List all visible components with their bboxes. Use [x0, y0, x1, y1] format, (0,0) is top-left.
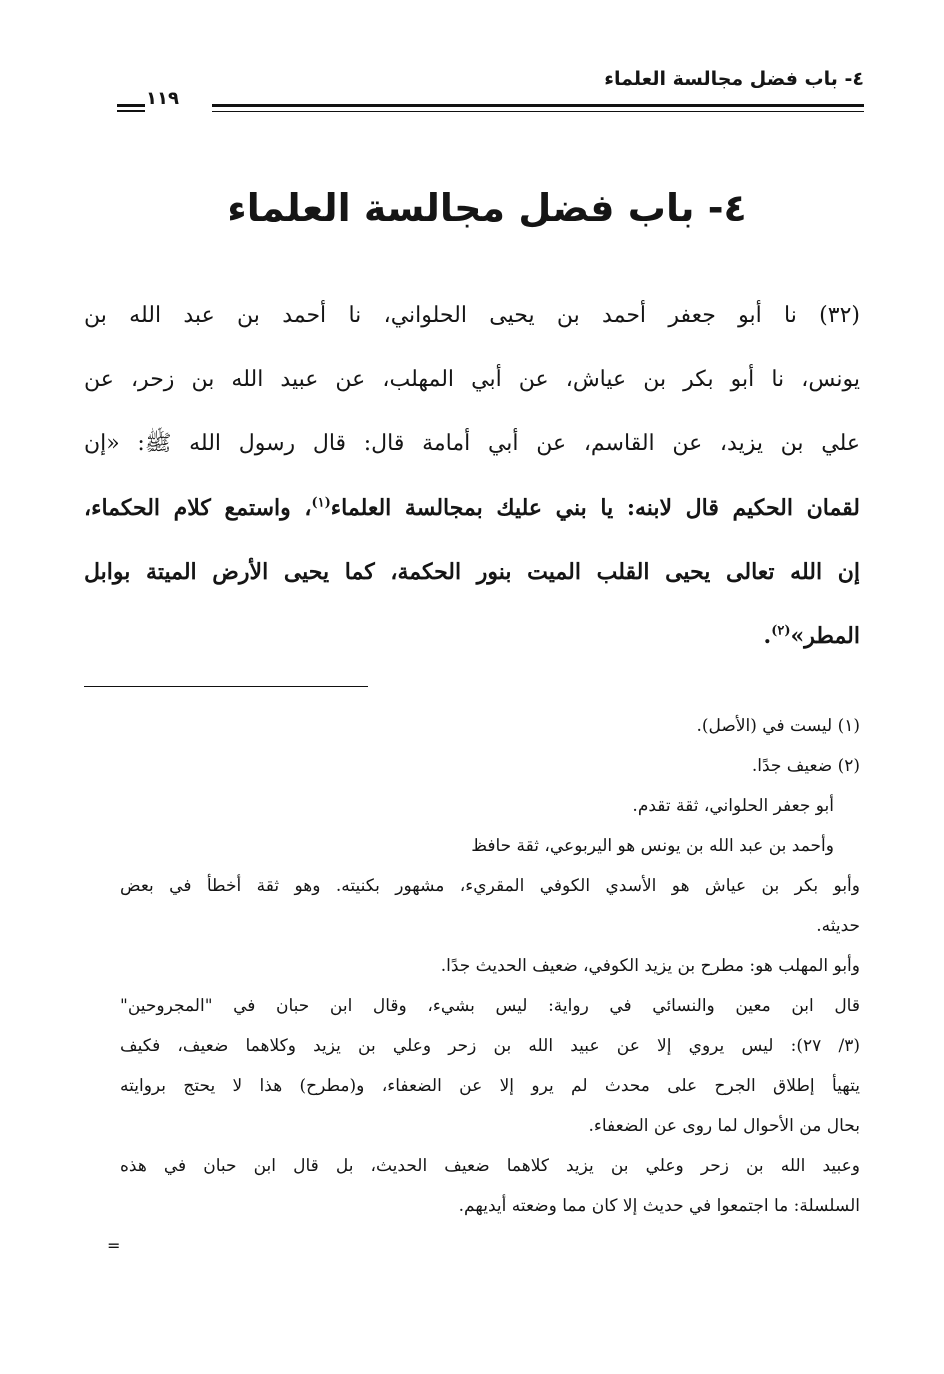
continuation-mark: = [107, 1236, 121, 1255]
footnotes [120, 706, 860, 1226]
footnote-line: وأبو بكر بن عياش هو الأسدي الكوفي المقريء، مشهور بكنيته. وهو ثقة أخطأ في بعض [120, 876, 860, 896]
hadith-line-4-tail: ، واستمع كلام الحكماء، [84, 495, 312, 521]
hadith-end-mark: . [763, 623, 772, 649]
running-title: ٤- باب فضل مجالسة العلماء [604, 68, 864, 90]
hadith-line-3: علي بن يزيد، عن القاسم، عن أبي أمامة قال: قال رسول الله ﷺ: «إن [84, 431, 860, 456]
header-rule-thin [212, 111, 864, 112]
footnote-line: حديثه. [816, 916, 860, 936]
hadith-line-1: (٣٢) نا أبو جعفر أحمد بن يحيى الحلواني، نا أحمد بن عبد الله بن [84, 303, 860, 328]
footnote-line: قال ابن معين والنسائي في رواية: ليس بشيء، وقال ابن حبان في "المجروحين" [120, 996, 860, 1016]
footnote-line: (٣/ ٢٧): ليس يروي إلا عن عبيد الله بن زحر وعلي بن يزيد وكلاهما ضعيف، فكيف [120, 1036, 860, 1056]
footnote-line: وأحمد بن عبد الله بن يونس هو اليربوعي، ثقة حافظ [471, 836, 834, 856]
footnote-line: وعبيد الله بن زحر وعلي بن يزيد كلاهما ضعيف الحديث، بل قال ابن حبان في هذه [120, 1156, 860, 1176]
hadith-line-6-text: المطر» [790, 623, 860, 649]
footnote-ref-2: (٢) [771, 623, 791, 639]
footnote-line: وأبو المهلب هو: مطرح بن يزيد الكوفي، ضعيف الحديث جدًا. [440, 956, 860, 976]
footnote-line: أبو جعفر الحلواني، ثقة تقدم. [632, 796, 834, 816]
header-left-dash [117, 104, 145, 112]
footnote-line: بحال من الأحوال لما روى عن الضعفاء. [588, 1116, 860, 1136]
footnote-2: (٢) ضعيف جدًا. [751, 756, 860, 776]
hadith-line-4-text: لقمان الحكيم قال لابنه: يا بني عليك بمجالسة العلماء [330, 495, 861, 521]
hadith-line-6 [84, 604, 860, 668]
header-rule-thick [212, 104, 864, 107]
hadith-line-4 [84, 476, 860, 540]
hadith-text [84, 284, 860, 668]
footnote-line: يتهيأ إطلاق الجرح على محدث لم يرو إلا عن الضعفاء، و(مطرح) هذا لا يحتج بروايته [120, 1076, 860, 1096]
hadith-line-5: إن الله تعالى يحيى القلب الميت بنور الحكمة، كما يحيى الأرض الميتة بوابل [84, 559, 860, 585]
footnote-1: (١) ليست في (الأصل). [696, 716, 860, 736]
footnote-ref-1: (١) [311, 495, 331, 511]
footnote-separator [84, 686, 368, 687]
page-number: ١١٩ [146, 88, 179, 109]
chapter-title: ٤- باب فضل مجالسة العلماء [227, 186, 747, 230]
hadith-line-2: يونس، نا أبو بكر بن عياش، عن أبي المهلب، عن عبيد الله بن زحر، عن [84, 367, 860, 392]
footnote-line: السلسلة: ما اجتمعوا في حديث إلا كان مما وضعته أيديهم. [458, 1196, 860, 1216]
